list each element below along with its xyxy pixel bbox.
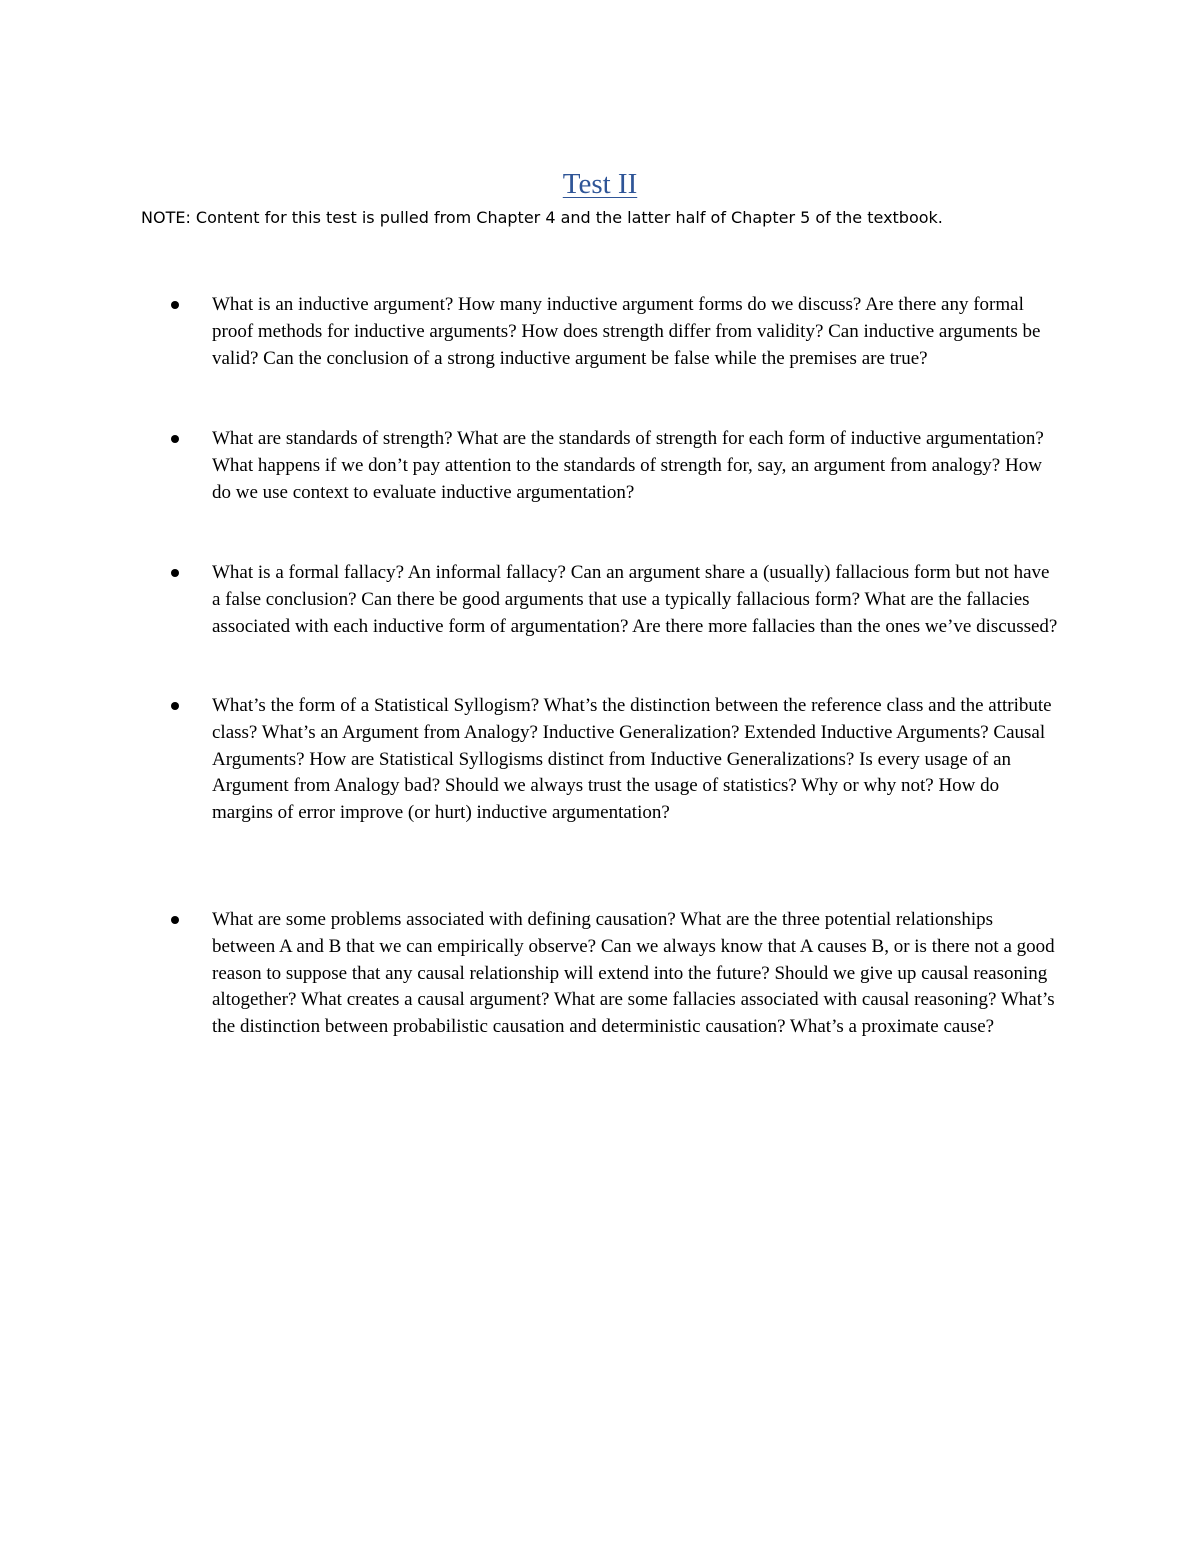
question-text: What’s the form of a Statistical Syllogism? What’s the distinction between the reference class and the attribute class? What’s an Argument from Analogy? Inductive Generalization? Extended Inductive Arguments? Causal Arguments? How are Statistical Syllogisms distinct from Inductive Generalizations? Is every usage of an Argument from Analogy bad? Should we always trust the usage of statistics? Why or why not? How do margins of error improve (or hurt) inductive argumentation? <box>212 695 1052 824</box>
bullet-icon <box>171 569 179 577</box>
question-text: What is a formal fallacy? An informal fallacy? Can an argument share a (usually) fallacious form but not have a false conclusion? Can there be good arguments that use a typically fallacious form? What are the fallacies associated with each inductive form of argumentation? Are there more fallacies than the ones we’ve discussed? <box>212 562 1058 637</box>
document-note: NOTE: Content for this test is pulled from Chapter 4 and the latter half of Chapter 5 of the textbook. <box>141 208 943 227</box>
question-text: What are some problems associated with defining causation? What are the three potential relationships between A and B that we can empirically observe? Can we always know that A causes B, or is there not a good reason to suppose that any causal relationship will extend into the future? Should we give up causal reasoning altogether? What creates a causal argument? What are some fallacies associated with causal reasoning? What’s the distinction between probabilistic causation and deterministic causation? What’s a proximate cause? <box>212 909 1055 1038</box>
bullet-icon <box>171 702 179 710</box>
question-text: What are standards of strength? What are the standards of strength for each form of inductive argumentation? What happens if we don’t pay attention to the standards of strength for, say, an argument from analogy? How do we use context to evaluate inductive argumentation? <box>212 428 1044 503</box>
question-text: What is an inductive argument? How many inductive argument forms do we discuss? Are there any formal proof methods for inductive arguments? How does strength differ from validity? Can inductive arguments be valid? Can the conclusion of a strong inductive argument be false while the premises are true? <box>212 294 1041 369</box>
bullet-icon <box>171 301 179 309</box>
bullet-icon <box>171 435 179 443</box>
bullet-icon <box>171 916 179 924</box>
document-title: Test II <box>562 168 638 200</box>
